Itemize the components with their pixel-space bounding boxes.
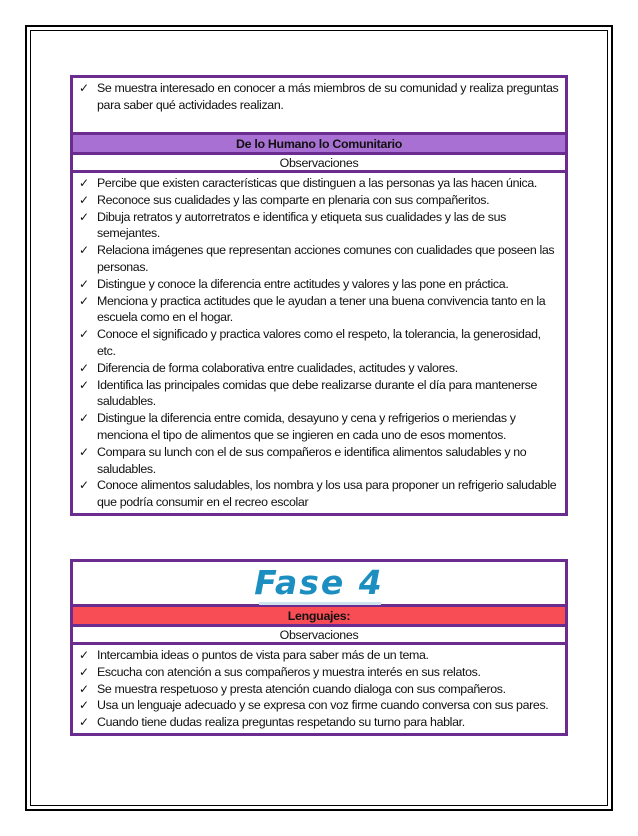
list-item (79, 192, 559, 209)
fase-title-cell (73, 562, 565, 604)
list-item-text: Intercambia ideas o puntos de vista para saber más de un tema. (97, 648, 429, 662)
previous-items-list (73, 78, 565, 116)
criteria-list (73, 173, 565, 513)
fase-title: Fase 4 (254, 563, 384, 602)
list-item-text: Usa un lenguaje adecuado y se expresa con voz firme cuando conversa con sus pares. (97, 698, 549, 713)
list-item (79, 647, 559, 664)
list-item (79, 477, 559, 511)
checkmark-icon: ✓ (79, 444, 89, 459)
checkmark-icon: ✓ (79, 209, 89, 224)
checkmark-icon: ✓ (79, 377, 89, 392)
list-item-text: Distingue y conoce la diferencia entre actitudes y valores y las pone en práctica. (97, 276, 509, 291)
list-item-text: Distingue la diferencia entre comida, desayuno y cena y refrigerios o meriendas y menciona el tipo de alimentos que se ingieren en cada uno de esos momentos. (97, 411, 516, 442)
checkmark-icon: ✓ (79, 648, 89, 662)
list-item-text: Conoce alimentos saludables, los nombra y los usa para proponer un refrigerio saludable que podría consumir en el recreo escolar (97, 478, 557, 510)
list-item (79, 175, 559, 192)
list-item-text: Se muestra respetuoso y presta atención cuando dialoga con sus compañeros. (97, 681, 506, 696)
checkmark-icon: ✓ (79, 176, 89, 190)
checkmark-icon: ✓ (79, 192, 89, 207)
checkmark-icon: ✓ (79, 715, 89, 730)
list-item (79, 80, 559, 114)
list-item (79, 444, 559, 478)
list-item-text: Reconoce sus cualidades y las comparte en plenaria con sus compañeritos. (97, 192, 490, 207)
items-cell (73, 642, 565, 733)
checkmark-icon: ✓ (79, 293, 89, 308)
checkmark-icon: ✓ (79, 360, 89, 375)
list-item (79, 714, 559, 731)
previous-items-cell (73, 78, 565, 132)
list-item-text: Diferencia de forma colaborativa entre cualidades, actitudes y valores. (97, 360, 458, 375)
list-item-text: Percibe que existen características que distinguen a las personas ya las hacen única. (97, 176, 537, 190)
checkmark-icon: ✓ (79, 81, 89, 95)
observations-label: Observaciones (73, 152, 565, 170)
list-item-text: Menciona y practica actitudes que le ayudan a tener una buena convivencia tanto en la escuela como en el hogar. (97, 293, 546, 325)
checkmark-icon: ✓ (79, 243, 89, 258)
section-header: De lo Humano lo Comunitario (73, 132, 565, 152)
list-item-text: Identifica las principales comidas que debe realizarse durante el día para mantenerse saludables. (97, 377, 537, 409)
title-underline (259, 602, 381, 605)
list-item-text: Se muestra interesado en conocer a más miembros de su comunidad y realiza preguntas para saber qué actividades realizan. (97, 81, 559, 112)
list-item-text: Cuando tiene dudas realiza preguntas respetando su turno para hablar. (97, 715, 465, 730)
list-item-text: Dibuja retratos y autorretratos e identifica y etiqueta sus cualidades y las de sus semejantes. (97, 209, 506, 241)
list-item-text: Escucha con atención a sus compañeros y muestra interés en sus relatos. (97, 664, 481, 679)
list-item (79, 410, 559, 444)
list-item (79, 360, 559, 377)
list-item (79, 276, 559, 293)
items-cell (73, 170, 565, 513)
list-item (79, 242, 559, 276)
checkmark-icon: ✓ (79, 681, 89, 696)
checkmark-icon: ✓ (79, 276, 89, 291)
section-header: Lenguajes: (73, 604, 565, 624)
criteria-list (73, 645, 565, 733)
checkmark-icon: ✓ (79, 411, 89, 426)
checkmark-icon: ✓ (79, 698, 89, 713)
list-item (79, 377, 559, 411)
list-item-text: Relaciona imágenes que representan acciones comunes con cualidades que poseen las personas. (97, 243, 555, 274)
list-item (79, 664, 559, 681)
evaluation-table-fase-4 (70, 559, 568, 736)
list-item (79, 697, 559, 714)
checkmark-icon: ✓ (79, 664, 89, 679)
list-item (79, 209, 559, 243)
evaluation-table-humano-comunitario (70, 75, 568, 516)
list-item (79, 326, 559, 360)
list-item (79, 681, 559, 698)
list-item (79, 293, 559, 327)
checkmark-icon: ✓ (79, 327, 89, 342)
list-item-text: Conoce el significado y practica valores como el respeto, la tolerancia, la generosidad, etc. (97, 327, 541, 358)
list-item-text: Compara su lunch con el de sus compañeros e identifica alimentos saludables y no saludables. (97, 444, 527, 476)
observations-label: Observaciones (73, 624, 565, 642)
checkmark-icon: ✓ (79, 478, 89, 493)
